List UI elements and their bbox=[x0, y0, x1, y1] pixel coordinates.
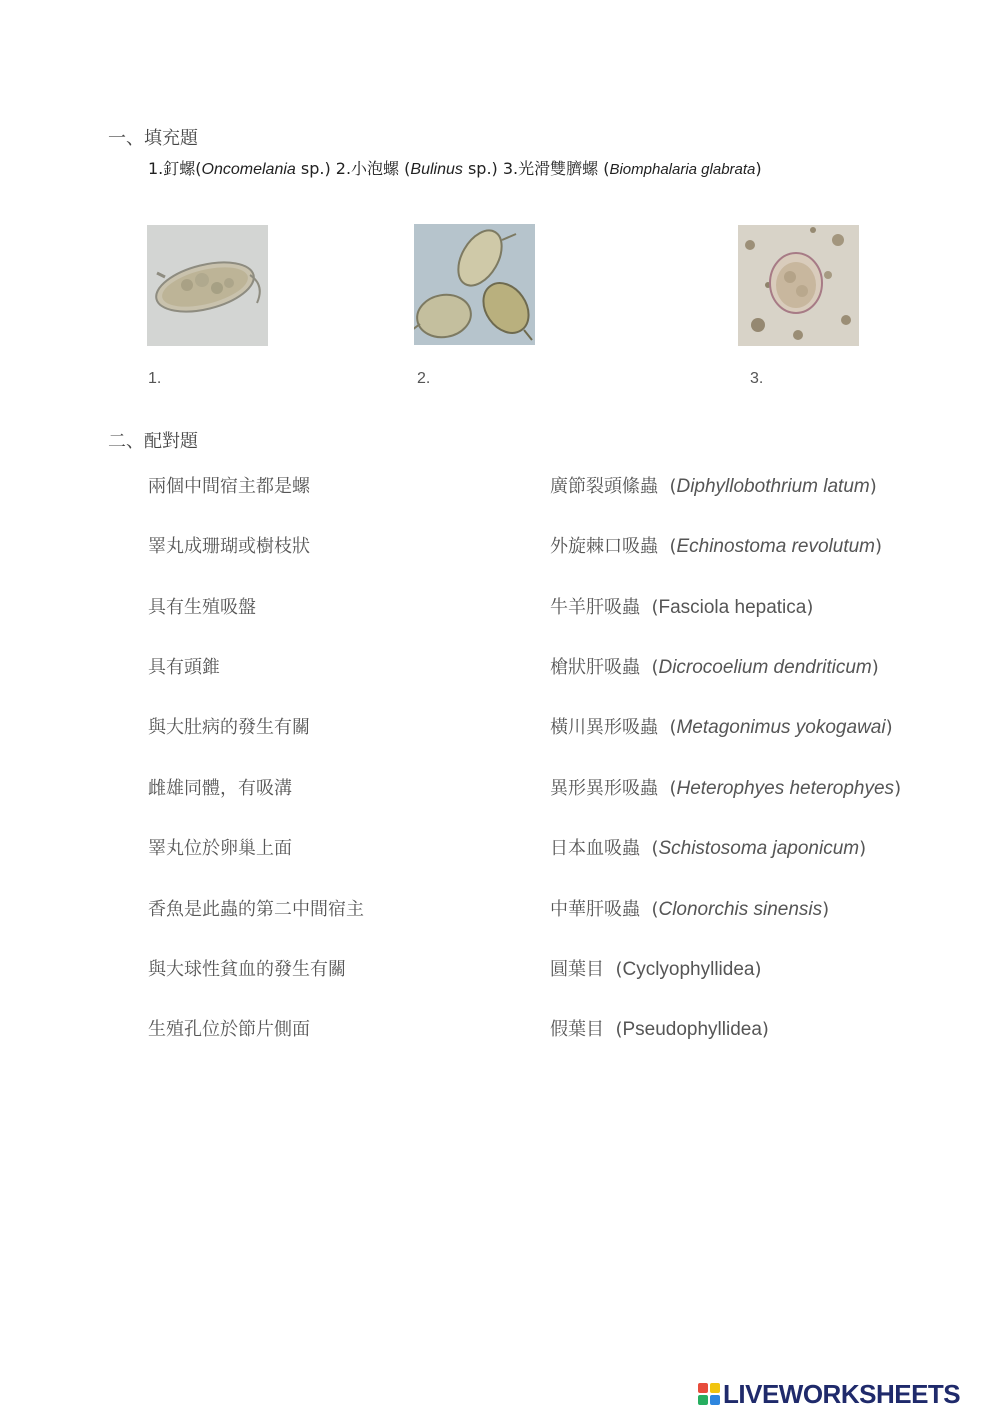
left-item[interactable]: 具有生殖吸盤 bbox=[148, 597, 256, 618]
right-item-zh: 日本血吸蟲 bbox=[550, 838, 640, 859]
right-item[interactable] bbox=[550, 653, 879, 679]
right-item-close: ) bbox=[871, 657, 879, 678]
left-item[interactable]: 睪丸位於卵巢上面 bbox=[148, 838, 292, 859]
left-item[interactable]: 香魚是此蟲的第二中間宿主 bbox=[148, 899, 364, 920]
right-item-sci: Clonorchis sinensis bbox=[658, 899, 823, 920]
right-item-zh: 牛羊肝吸蟲 bbox=[550, 597, 640, 618]
right-item-close: ) bbox=[869, 476, 877, 497]
right-item-sci: Diphyllobothrium latum bbox=[676, 476, 870, 497]
snail-2-sci-name: Bulinus bbox=[410, 161, 463, 178]
right-item-sci: Echinostoma revolutum bbox=[676, 536, 876, 557]
right-item[interactable] bbox=[550, 955, 762, 981]
right-item[interactable] bbox=[550, 1015, 769, 1041]
right-item-close: ) bbox=[894, 778, 902, 799]
snail-3-prefix: sp.) 3.光滑雙臍螺 ( bbox=[462, 159, 610, 178]
right-item-close: ) bbox=[754, 959, 762, 980]
snail-list-line bbox=[148, 156, 762, 179]
right-item-sci: Heterophyes heterophyes bbox=[676, 778, 895, 799]
right-item-open: ( bbox=[604, 959, 623, 980]
snail-3-suffix: ) bbox=[755, 159, 762, 178]
schistosoma-eggs-terminal-spine-photo bbox=[414, 224, 535, 345]
right-item-zh: 廣節裂頭絛蟲 bbox=[550, 476, 658, 497]
snail-1-prefix: 1.釘螺( bbox=[148, 159, 202, 178]
snail-2-prefix: sp.) 2.小泡螺 ( bbox=[295, 159, 411, 178]
snail-3-sci-name: Biomphalaria glabrata bbox=[609, 161, 756, 178]
left-item[interactable]: 兩個中間宿主都是螺 bbox=[148, 476, 310, 497]
right-item-zh: 假葉目 bbox=[550, 1019, 604, 1040]
logo-mark-red bbox=[698, 1383, 708, 1393]
right-item-zh: 中華肝吸蟲 bbox=[550, 899, 640, 920]
right-item-sci: Dicrocoelium dendriticum bbox=[658, 657, 872, 678]
logo-mark-blue bbox=[710, 1395, 720, 1405]
right-item-open: ( bbox=[658, 717, 677, 738]
right-item-close: ) bbox=[806, 597, 814, 618]
right-item-zh: 圓葉目 bbox=[550, 959, 604, 980]
right-item-open: ( bbox=[604, 1019, 623, 1040]
left-item[interactable]: 具有頭錐 bbox=[148, 657, 220, 678]
right-item-zh: 橫川異形吸蟲 bbox=[550, 717, 658, 738]
right-item-close: ) bbox=[761, 1019, 769, 1040]
right-item-close: ) bbox=[875, 536, 883, 557]
right-item-zh: 異形異形吸蟲 bbox=[550, 778, 658, 799]
left-item[interactable]: 與大肚病的發生有關 bbox=[148, 717, 310, 738]
right-item-open: ( bbox=[640, 597, 659, 618]
right-item[interactable] bbox=[550, 895, 829, 921]
right-item-open: ( bbox=[640, 657, 659, 678]
snail-1-sci-name: Oncomelania bbox=[201, 161, 296, 178]
section-2-title: 二、配對題 bbox=[108, 431, 198, 452]
section-1-title: 一、填充題 bbox=[108, 128, 198, 149]
right-item[interactable] bbox=[550, 593, 813, 619]
right-item-sci: Metagonimus yokogawai bbox=[676, 717, 886, 738]
right-item-open: ( bbox=[658, 476, 677, 497]
liveworksheets-logo bbox=[698, 1376, 960, 1412]
right-item-close: ) bbox=[859, 838, 867, 859]
image-1-label: 1. bbox=[148, 370, 162, 387]
liveworksheets-mark-icon bbox=[698, 1383, 720, 1405]
right-item[interactable] bbox=[550, 713, 893, 739]
right-item-open: ( bbox=[658, 536, 677, 557]
right-item-close: ) bbox=[822, 899, 830, 920]
logo-mark-green bbox=[698, 1395, 708, 1405]
right-item-zh: 外旋棘口吸蟲 bbox=[550, 536, 658, 557]
right-item-sci: Fasciola hepatica bbox=[658, 597, 807, 618]
right-item-close: ) bbox=[885, 717, 893, 738]
right-item[interactable] bbox=[550, 472, 877, 498]
right-item[interactable] bbox=[550, 774, 901, 800]
right-item-open: ( bbox=[640, 838, 659, 859]
right-item-open: ( bbox=[658, 778, 677, 799]
left-item[interactable]: 與大球性貧血的發生有關 bbox=[148, 959, 346, 980]
right-item-sci: Schistosoma japonicum bbox=[658, 838, 860, 859]
right-item-open: ( bbox=[640, 899, 659, 920]
left-item[interactable]: 睪丸成珊瑚或樹枝狀 bbox=[148, 536, 310, 557]
right-item[interactable] bbox=[550, 532, 882, 558]
image-3-label: 3. bbox=[750, 370, 764, 387]
schistosoma-japonicum-egg-photo bbox=[738, 225, 859, 346]
logo-wordmark: LIVEWORKSHEETS bbox=[723, 1378, 961, 1409]
schistosoma-egg-lateral-spine-photo bbox=[147, 225, 268, 346]
right-item-sci: Cyclyophyllidea bbox=[622, 959, 755, 980]
right-item-zh: 槍狀肝吸蟲 bbox=[550, 657, 640, 678]
right-item-sci: Pseudophyllidea bbox=[622, 1019, 762, 1040]
left-item[interactable]: 生殖孔位於節片側面 bbox=[148, 1019, 310, 1040]
logo-mark-yellow bbox=[710, 1383, 720, 1393]
left-item[interactable]: 雌雄同體，有吸溝 bbox=[148, 778, 292, 799]
image-2-label: 2. bbox=[417, 370, 431, 387]
right-item[interactable] bbox=[550, 834, 866, 860]
